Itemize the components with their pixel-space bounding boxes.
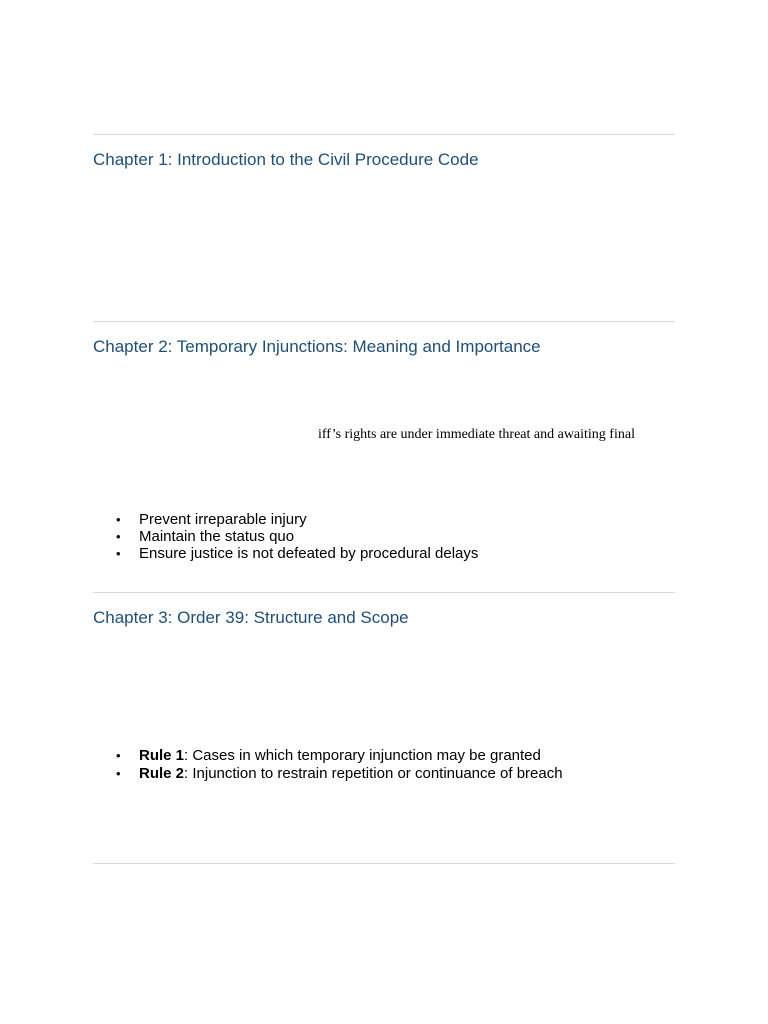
list-item [93, 545, 478, 562]
list-item [93, 747, 563, 765]
list-item [93, 765, 563, 783]
section-divider [93, 863, 675, 864]
rule-description: : Injunction to restrain repetition or continuance of breach [184, 765, 563, 782]
rules-list [93, 747, 563, 783]
list-item [93, 511, 478, 528]
section-divider [93, 592, 675, 593]
section-divider [93, 134, 675, 135]
list-item-text: Maintain the status quo [139, 528, 295, 545]
bullet-icon: • [116, 529, 121, 544]
body-text-fragment: iff’s rights are under immediate threat and awaiting final [318, 427, 635, 442]
purpose-list [93, 511, 478, 562]
list-item [93, 528, 478, 545]
list-item-text: Ensure justice is not defeated by procedural delays [139, 545, 479, 562]
chapter-2-heading: Chapter 2: Temporary Injunctions: Meaning and Importance [93, 337, 541, 356]
chapter-1-heading: Chapter 1: Introduction to the Civil Procedure Code [93, 150, 479, 169]
rule-label: Rule 1 [139, 747, 185, 764]
rule-label: Rule 2 [139, 765, 185, 782]
bullet-icon: • [116, 748, 121, 763]
bullet-icon: • [116, 766, 121, 781]
list-item-text: Prevent irreparable injury [139, 511, 307, 528]
bullet-icon: • [116, 546, 121, 561]
bullet-icon: • [116, 512, 121, 527]
rule-description: : Cases in which temporary injunction may be granted [184, 747, 541, 764]
chapter-3-heading: Chapter 3: Order 39: Structure and Scope [93, 608, 409, 627]
section-divider [93, 321, 675, 322]
